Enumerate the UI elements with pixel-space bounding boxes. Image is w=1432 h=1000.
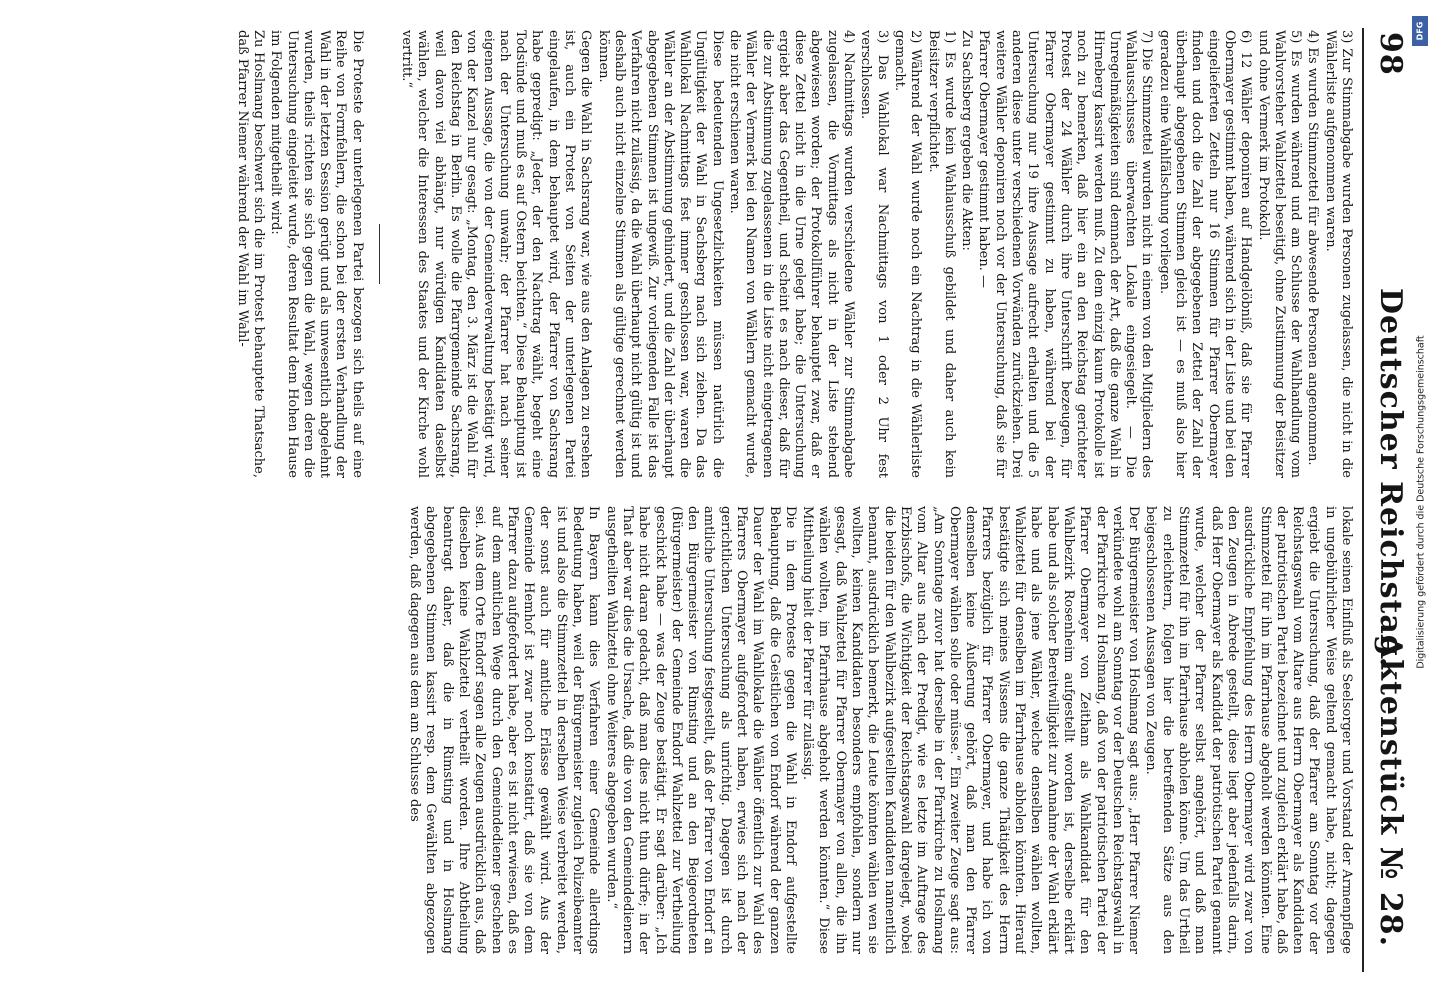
left-text-column	[38, 30, 1354, 478]
page-number: 98	[1373, 32, 1408, 76]
paragraph: lokale seinen Einfluß als Seelsorger und Vorstand der Armenpflege in ungebührlicher Weise geltend gemacht habe, nicht; dagegen ergiebt die Untersuchung, daß der Pfarrer am Sonntag vor der Reichstagswahl vom Altare aus Herrn Obermayer als Kandidaten der patriotischen Partei bezeichnet und zugleich erklärt habe, daß Stimmzettel für ihn im Pfarrhause abgeholt werden könnten. Eine ausdrückliche Empfehlung des Herrn Obermayer wird zwar von den Zeugen in Abrede gestellt, diese liegt aber jedenfalls darin, daß Herr Obermayer als Kandidat der patriotischen Partei genannt wurde, welcher der Pfarrer selbst angehört, und daß man Stimmzettel für ihn im Pfarrhause abholen könne. Um das Urtheil zu erleichtern, folgen hier die betreffenden Sätze aus den beigeschlossenen Aussagen von Zeugen.	[1143, 506, 1354, 954]
dfg-logo-text: DFG	[1415, 21, 1425, 41]
right-text-column	[38, 506, 1354, 954]
paragraph: In Bayern kann dies Verfahren einer Gemeinde allerdings Bedeutung haben, weil der Bürgermeister zugleich Polizeibeamter ist und also die Stimmzettel in derselben Weise verbreitet werden, der sonst auch für amtliche Erlässe gewählt wird. Aus der Gemeinde Hemhof ist zwar noch konstatirt, daß sie von dem Pfarrer dazu aufgefordert habe, aber es ist nicht erwiesen, daß es auf dem amtlichen Wege durch den Gemeindediener geschehen sei. Aus dem Orte Endorf sagen alle Zeugen ausdrücklich aus, daß dieselben keine Wahlzettel vertheilt worden. Ihre Abtheilung beantragt daher, daß die in Rimsting und in Hoslmang abgegebenen Stimmen kassirt resp. dem Gewählten abgezogen werden, daß dagegen aus dem am Schlusse des	[407, 506, 602, 954]
paragraph: 7) Die Stimmzettel wurden nicht in einem von den Mitgliedern des Wahlausschusses überwachten Lokale eingesiegelt. — Die Unregelmäßigkeiten sind demnach der Art, daß die ganze Wahl in Hirneberg kassirt werden muß. Zu dem einzig kaum Protokolle ist noch zu bemerken, daß hier ein an den Reichstag gerichteter Protest der 24 Wähler durch ihre Unterschrift bezeugen, für Pfarrer Obermayer gestimmt zu haben, während bei der Untersuchung nur 19 ihre Aussage aufrecht erhalten und die 5 anderen diese unter verschiedenen Vorwänden zurückziehen. Drei weitere Wähler deponiren noch vor der Untersuchung, daß sie für Pfarrer Obermayer gestimmt haben. —	[976, 30, 1155, 478]
paragraph: Der Bürgermeister von Hoslmang sagt aus: „Herr Pfarrer Niemer verkündete wohl am Sonntag vor der Deutschen Reichstagswahl in der Pfarrkirche zu Hoslmang, daß von der patriotischen Partei der Pfarrer Obermayer von Zeitham als Wahlkandidat für den Wahlbezirk Rosenheim aufgestellt worden ist, derselbe erklärt habe und als solcher Bereitwilligkeit zur Annahme der Wahl erklärt habe und als jene Wähler, welche denselben wählen wollten, Wahlzettel für denselben im Pfarrhause abholen könnten. Hierauf bestätigte sich meines Wissens die ganze Thätigkeit des Herrn Pfarrers bezüglich für Pfarrer Obermayer, und habe ich von demselben keine Äußerung gehört, daß man den Pfarrer Obermayer wählen solle oder müsse.“ Ein zweiter Zeuge sagt aus: „Am Sonntage zuvor hat derselbe in der Pfarrkirche zu Hoslmang vom Altar aus nach der Predigt, wie es letzte im Auftrage des Erzbischofs, die Wichtigkeit der Reichstagswahl dargelegt, wobei die beiden für den Wahlbezirk aufgestellten Kandidaten namentlich benannt, ausdrücklich bemerkt, die Leute könnten wählen wen sie wollten, keinen Kandidaten besonders empfohlen, sondern nur gesagt, daß Wahlzettel für Pfarrer Obermayer von allen, die ihn wählen wollten, im Pfarrhause abgeholt werden könnten.“ Diese Mittheilung hielt der Pfarrer für zulässig.	[800, 506, 1142, 954]
header-rule	[1362, 28, 1364, 972]
dfg-logo	[1412, 16, 1428, 46]
document-page	[16, 20, 1416, 980]
paragraph: 4) Es wurden Stimmzettel für abwesende Personen angenommen.	[1305, 30, 1321, 466]
digitization-credit: Digitalisierung gefördert durch die Deutsche Forschungsgemeinschaft	[1415, 335, 1427, 669]
paragraph: Die Proteste der unterlegenen Partei bezogen sich theils auf eine Reihe von Formfehlern, die schon bei der ersten Verhandlung der Wahl in der letzten Session gerügt und als unwesentlich abgelehnt wurden, theils richten sie sich gegen die Wahl, wegen deren die Untersuchung eingeleitet wurde, deren Resultat dem Hohen Hause im Folgenden mitgetheilt wird:	[268, 30, 365, 478]
paragraph: Gegen die Wahl in Sachsrang war, wie aus den Anlagen zu ersehen ist, auch ein Protest von Seiten der unterlegenen Partei eingelaufen, in dem behauptet wird, der Pfarrer von Sachsrang habe gepredigt: „Jeder, der den Nachtrag wählt, begeht eine Todsünde und muß es auf Ostern beichten.“ Diese Behauptung ist nach der Untersuchung unwahr; der Pfarrer hat nach seiner eigenen Aussage, die von der Gemeindeverwaltung bestätigt wird, von der Kanzel nur gesagt: „Montag, den 3. März ist die Wahl für den Reichstag in Berlin. Es wolle die Pfarrgemeinde Sachsrang, weil davon viel abhängt, nur würdigen Kandidaten daselbst wählen, welcher die Interessen des Staates und der Kirche wohl vertritt.“	[399, 30, 594, 478]
paragraph: 1) Es wurde kein Wahlausschuß gebildet und daher auch kein Beisitzer verpflichtet.	[925, 30, 957, 478]
paragraph: 2) Während der Wahl wurde noch ein Nachtrag in die Wählerliste gemacht.	[891, 30, 924, 478]
paragraph: Die in dem Proteste gegen die Wahl in Endorf aufgestellte Behauptung, daß die Geistlichen von Endorf während der ganzen Dauer der Wahl im Wahllokale die Wähler öffentlich zur Wahl des Pfarrers Obermayer aufgefordert haben, erwies sich nach der gerichtlichen Untersuchung als unrichtig. Dagegen ist durch amtliche Untersuchung festgestellt, daß der Pfarrer von Endorf an den Bürgermeister von Rimsting und an den Beigeordneten (Bürgermeister) der Gemeinde Endorf Wahlzettel zur Vertheilung geschickt habe — was der Zeuge bestätigt. Er sagt darüber: „Ich habe nicht daran gedacht, daß man dies nicht thun dürfe; in der That aber war dies die Ursache, daß die von den Gemeindedienern ausgetheilten Wahlzettel ohne Weiteres abgegeben wurden.“	[603, 506, 798, 954]
paragraph: 5) Es wurden während und am Schlusse der Wahlhandlung vom Wahlvorsteher Wahlzettel beseitigt, ohne Zustimmung der Beisitzer und ohne Vermerk im Protokoll.	[1255, 30, 1304, 478]
document-reference: Aktenstück № 28.	[1373, 635, 1408, 948]
paragraph: Diese bedeutenden Ungesetzlichkeiten müssen natürlich die Ungültigkeit der Wahl in Sachsberg nach sich ziehen. Da das Wahllokal Nachmittags fest immer geschlossen war, waren die Wähler an der Abstimmung gehindert, und die Zahl der überhaupt abgegebenen Stimmen ist ungewiß. Zur vorliegenden Falle ist das Verfahren nicht zulässig, da die Wahl überhaupt nicht gültig ist und deshalb auch nicht einzelne Stimmen als gültige gerechnet werden können.	[595, 30, 725, 478]
paragraph: 3) Das Wahllokal war Nachmittags von 1 oder 2 Uhr fest verschlossen.	[858, 30, 890, 478]
page-header-title: Deutscher Reichstag.	[1373, 288, 1408, 669]
section-divider	[379, 224, 380, 284]
digitization-credit-strip	[1410, 8, 1432, 996]
paragraph: 3) Zur Stimmabgabe wurden Personen zugelassen, die nicht in die Wählerliste aufgenommen waren.	[1322, 30, 1354, 478]
paragraph: 4) Nachmittags wurden verschiedene Wähler zur Stimmabgabe zugelassen, die Vormittags als nicht in der Liste stehend abgewiesen worden; der Protokollführer behauptet zwar, daß er diese Zettel nicht in die Urne gelegt habe; die Untersuchung ergiebt aber das Gegentheil, und scheint es nach dieser, daß für die zur Abstimmung zugelassenen in die Liste nicht eingetragenen Wähler der Vermerk bei den Namen von Wählern gemacht wurde, die nicht erschienen waren.	[727, 30, 857, 478]
paragraph: Zu Hoslmang beschwert sich die im Protest behauptete Thatsache, daß Pfarrer Niemer während der Wahl im Wahl-	[234, 30, 266, 478]
paragraph: Zu Sachsberg ergeben die Akten:	[959, 30, 975, 251]
paragraph: 6) 12 Wähler deponiren auf Handgelöbniß, daß sie für Pfarrer Obermayer gestimmt haben, während sich in der Liste und bei den eingelieferten Zetteln nur 16 Stimmen für Pfarrer Obermayer finden und doch die Zahl der abgegebenen Zettel der Zahl der überhaupt abgegebenen Stimmen gleich ist — es muß also hier geradezu eine Wahlfälschung vorliegen.	[1156, 30, 1254, 478]
